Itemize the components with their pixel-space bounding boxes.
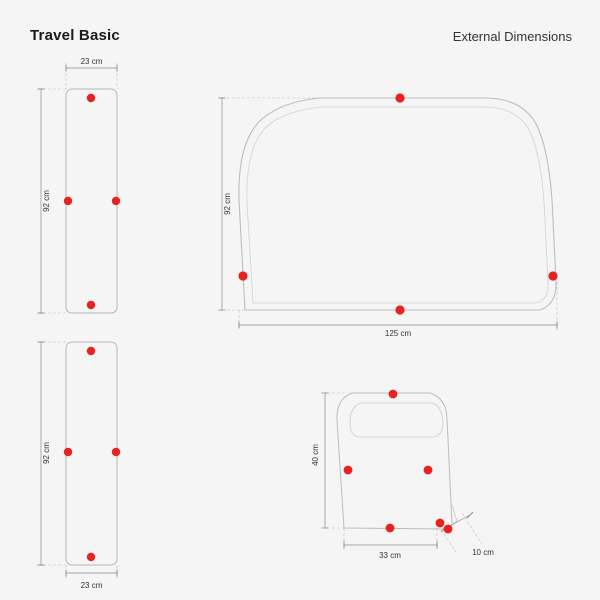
page-title: Travel Basic: [30, 27, 120, 44]
attachment-point-marker: [238, 271, 247, 280]
attachment-point-marker: [395, 305, 404, 314]
attachment-point-marker: [64, 448, 72, 456]
view-side-profile-top: [38, 57, 121, 313]
attachment-point-marker: [112, 448, 120, 456]
side-profile-outline-2: [66, 342, 117, 565]
extension-line: [462, 513, 482, 544]
perspective-width-label: 33 cm: [379, 551, 401, 560]
page-subtitle: External Dimensions: [452, 29, 572, 44]
attachment-point-marker: [344, 466, 353, 475]
width-label: 23 cm: [80, 57, 103, 66]
height-label: 92 cm: [42, 190, 51, 212]
view-side-profile-bottom: [38, 342, 121, 590]
attachment-point-marker: [436, 519, 445, 528]
attachment-point-marker: [386, 524, 395, 533]
front-outline: [239, 98, 556, 310]
attachment-point-marker: [87, 553, 95, 561]
attachment-point-marker: [87, 301, 95, 309]
attachment-point-marker: [548, 271, 557, 280]
attachment-point-marker: [112, 197, 120, 205]
front-height-label: 92 cm: [223, 193, 232, 215]
front-inner-outline: [247, 107, 548, 303]
perspective-height-label: 40 cm: [311, 444, 320, 466]
attachment-point-marker: [87, 94, 95, 102]
perspective-outline: [337, 393, 452, 529]
attachment-point-marker: [389, 390, 398, 399]
front-width-label: 125 cm: [384, 329, 412, 338]
lid-detail: [350, 403, 443, 437]
perspective-depth-label: 10 cm: [472, 548, 494, 557]
view-perspective: [311, 390, 494, 560]
width-label-2: 23 cm: [80, 581, 103, 590]
attachment-point-marker: [64, 197, 72, 205]
height-label-2: 92 cm: [42, 442, 51, 464]
attachment-point-marker: [87, 347, 95, 355]
tick-mark: [467, 512, 473, 518]
attachment-point-marker: [395, 93, 404, 102]
side-profile-outline: [66, 89, 117, 313]
attachment-point-marker: [444, 525, 453, 534]
attachment-point-marker: [424, 466, 433, 475]
